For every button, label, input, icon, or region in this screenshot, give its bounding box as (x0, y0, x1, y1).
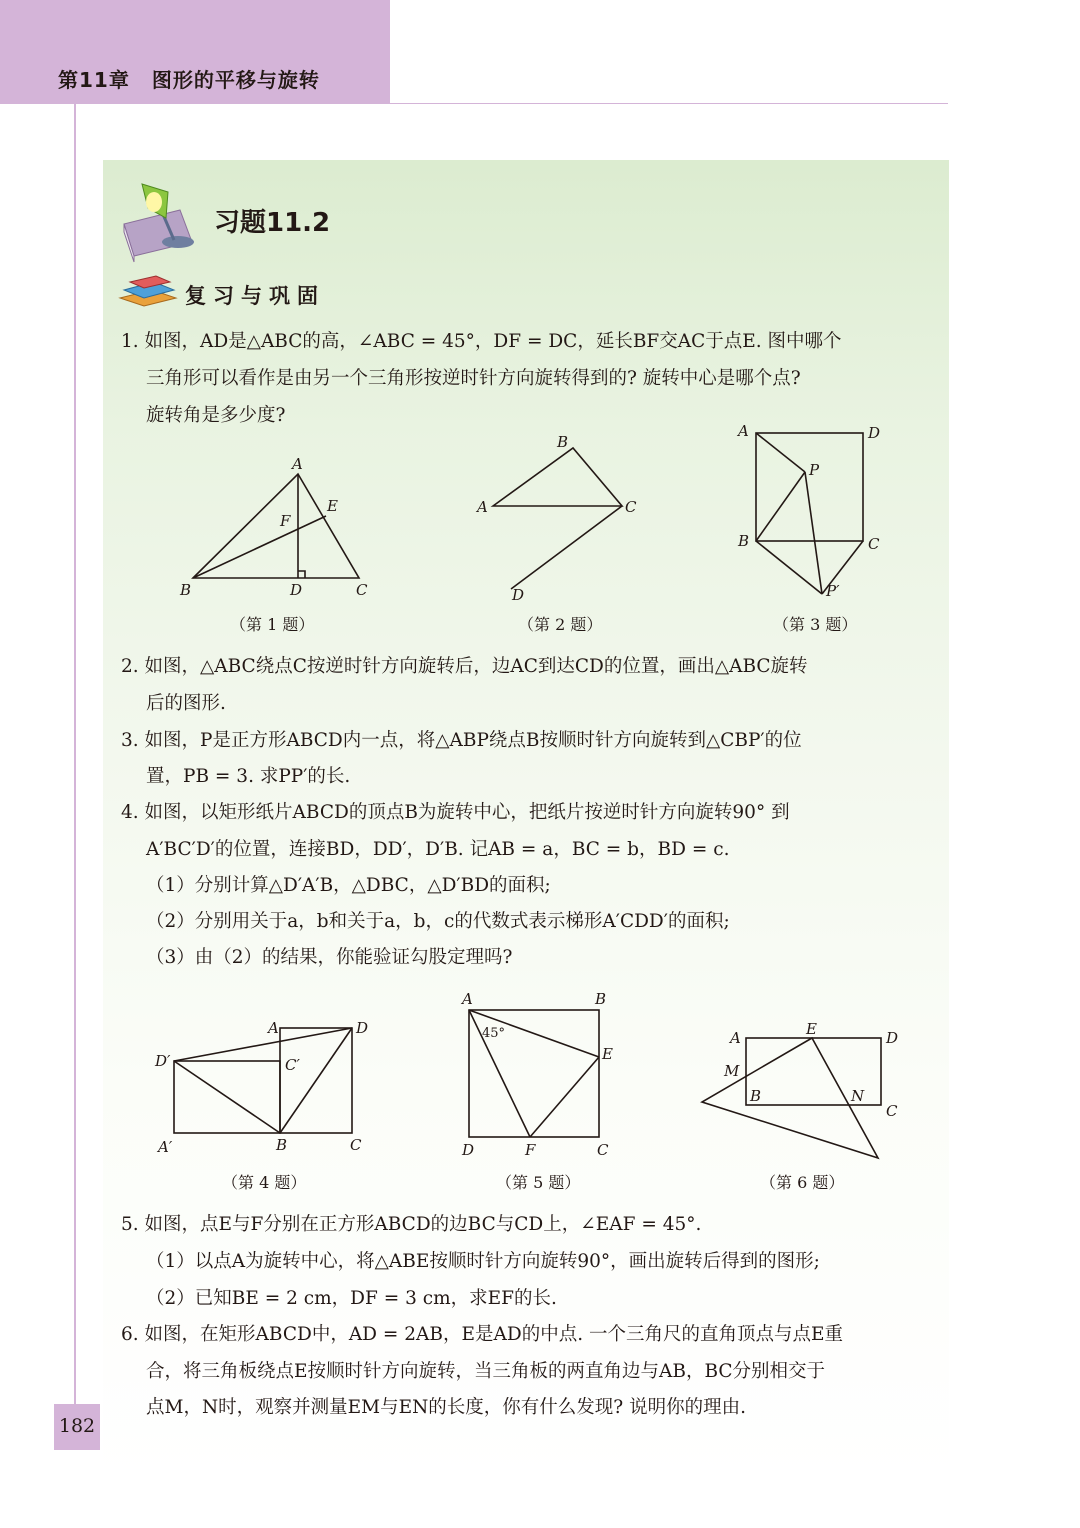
label-a: A (738, 422, 749, 440)
angle-label: 45° (482, 1026, 506, 1041)
label-c-prime: C′ (285, 1056, 300, 1074)
problem-5-part-2: （2）已知BE = 2 cm，DF = 3 cm，求EF的长. (146, 1288, 557, 1309)
label-d: D (462, 1141, 475, 1159)
problem-1-line-1: 1. 如图，AD是△ABC的高，∠ABC = 45°，DF = DC，延长BF交AC于点E. 图中哪个 (121, 331, 842, 352)
label-d: D (356, 1019, 369, 1037)
problem-6-line-1: 6. 如图，在矩形ABCD中，AD = 2AB，E是AD的中点. 一个三角尺的直角顶点与点E重 (121, 1324, 843, 1345)
problem-5-part-1: （1）以点A为旋转中心，将△ABE按顺时针方向旋转90°，画出旋转后得到的图形; (146, 1251, 820, 1272)
problem-6-line-3: 点M，N时，观察并测量EM与EN的长度，你有什么发现? 说明你的理由. (146, 1397, 746, 1418)
label-c: C (597, 1141, 609, 1159)
label-b: B (738, 532, 750, 550)
label-m: M (724, 1062, 740, 1080)
problem-2-line-2: 后的图形. (146, 693, 226, 714)
label-a: A (730, 1029, 741, 1047)
label-e: E (327, 497, 338, 515)
label-f: F (525, 1141, 536, 1159)
label-p: P (809, 461, 820, 479)
label-c: C (886, 1102, 898, 1120)
problem-4-part-3: （3）由（2）的结果，你能验证勾股定理吗? (146, 947, 513, 968)
label-d: D (290, 581, 303, 599)
label-p-prime: P′ (826, 582, 840, 600)
page-number: 182 (58, 1415, 96, 1437)
label-a: A (268, 1019, 279, 1037)
label-d: D (868, 424, 881, 442)
label-a-prime: A′ (158, 1138, 173, 1156)
problem-3-line-1: 3. 如图，P是正方形ABCD内一点，将△ABP绕点B按顺时针方向旋转到△CBP′的位 (121, 730, 802, 751)
problem-6-line-2: 合，将三角板绕点E按顺时针方向旋转，当三角板的两直角边与AB，BC分别相交于 (146, 1361, 826, 1382)
label-b: B (180, 581, 192, 599)
label-f: F (280, 512, 291, 530)
figure-1-caption: （第 1 题） (230, 615, 315, 634)
label-d: D (886, 1029, 899, 1047)
label-a: A (477, 498, 488, 516)
figure-6-caption: （第 6 题） (760, 1173, 845, 1192)
label-a: A (292, 455, 303, 473)
problem-1-line-3: 旋转角是多少度? (146, 405, 286, 426)
problem-4-part-1: （1）分别计算△D′A′B，△DBC，△D′BD的面积; (146, 875, 551, 896)
section-title: 复习与巩固 (185, 284, 325, 308)
figure-5-caption: （第 5 题） (496, 1173, 581, 1192)
exercise-title: 习题11.2 (214, 208, 331, 238)
label-b: B (750, 1087, 762, 1105)
problem-4-part-2: （2）分别用关于a，b和关于a，b，c的代数式表示梯形A′CDD′的面积; (146, 911, 730, 932)
label-e: E (602, 1045, 613, 1063)
label-c: C (350, 1136, 362, 1154)
problem-2-line-1: 2. 如图，△ABC绕点C按逆时针方向旋转后，边AC到达CD的位置，画出△ABC旋转 (121, 656, 808, 677)
label-n: N (851, 1087, 865, 1105)
label-d: D (512, 586, 525, 604)
chapter-number: 第11章 (58, 68, 130, 92)
label-b: B (557, 433, 569, 451)
label-c: C (356, 581, 368, 599)
label-b: B (595, 990, 607, 1008)
problem-3-line-2: 置，PB = 3. 求PP′的长. (146, 766, 351, 787)
problem-5-line-1: 5. 如图，点E与F分别在正方形ABCD的边BC与CD上，∠EAF = 45°. (121, 1214, 702, 1235)
label-b: B (276, 1136, 288, 1154)
label-e: E (806, 1020, 817, 1038)
label-d-prime: D′ (155, 1052, 171, 1070)
problem-1-line-2: 三角形可以看作是由另一个三角形按逆时针方向旋转得到的? 旋转中心是哪个点? (146, 368, 801, 389)
figure-4-caption: （第 4 题） (222, 1173, 307, 1192)
page-number-box (54, 1404, 100, 1450)
chapter-name: 图形的平移与旋转 (151, 68, 320, 92)
figure-3-caption: （第 3 题） (773, 615, 858, 634)
label-c: C (625, 498, 637, 516)
figure-2-caption: （第 2 题） (518, 615, 603, 634)
label-a: A (462, 990, 473, 1008)
problem-4-line-1: 4. 如图，以矩形纸片ABCD的顶点B为旋转中心，把纸片按逆时针方向旋转90° 到 (121, 802, 790, 823)
problem-4-line-2: A′BC′D′的位置，连接BD，DD′，D′B. 记AB = a，BC = b，BD = c. (146, 839, 730, 860)
label-c: C (868, 535, 880, 553)
